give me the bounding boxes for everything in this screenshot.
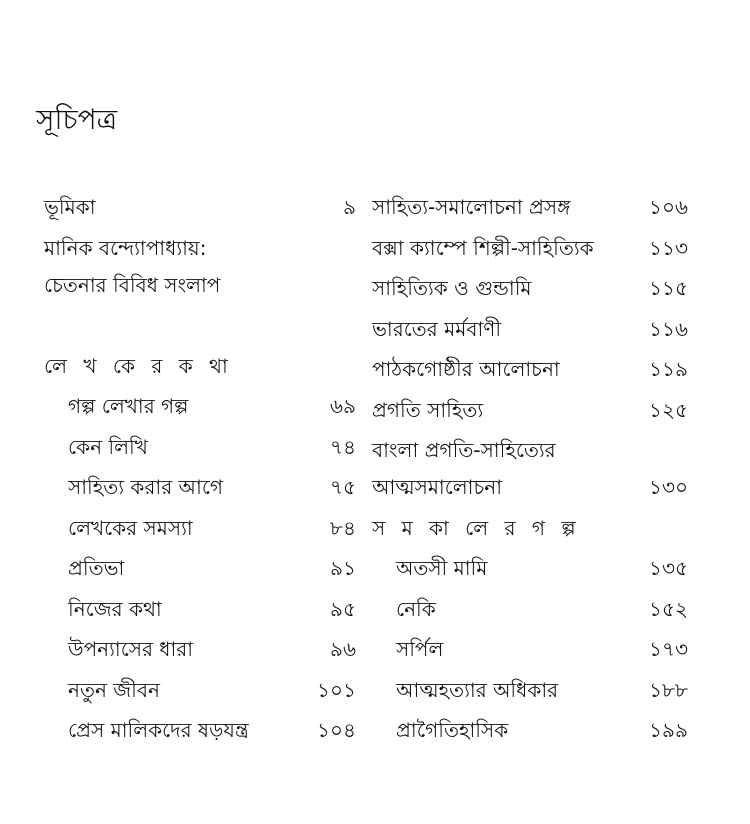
toc-entry-title: বাংলা প্রগতি-সাহিত্যের [372,438,556,462]
toc-entry-title: প্রগতি সাহিত্য [372,397,484,422]
toc-entry-page: ১০১ [317,677,356,702]
toc-entry-page: ১১৩ [649,235,688,260]
section-heading-text: লে খ কে র ক থা [44,353,233,378]
toc-entry-page: ৮৪ [330,515,356,540]
toc-entry-title: সাহিত্য-সমালোচনা প্রসঙ্গ [372,195,571,219]
toc-entry-page: ১৩০ [649,475,688,499]
toc-entry[interactable] [372,352,688,393]
toc-entry-title: সর্পিল [396,637,444,661]
toc-entry-title: নিজের কথা [68,596,162,621]
toc-entry[interactable] [372,551,688,592]
toc-entry-title: গল্প লেখার গল্প [68,394,189,418]
toc-entry-title: মানিক বন্দ্যোপাধ্যায়: [44,235,207,260]
toc-entry[interactable] [372,393,688,434]
toc-entry-page: ১৮৮ [649,677,688,702]
toc-entry[interactable] [372,271,688,312]
toc-entry-title: ভূমিকা [44,195,96,219]
toc-right-column [372,190,688,754]
toc-entry[interactable] [372,713,688,754]
toc-entry-page: ৯৬ [330,637,356,661]
toc-entry-page: ১১৬ [649,316,688,341]
toc-entry-page: ১০৪ [317,718,356,742]
toc-entry[interactable] [372,433,688,470]
toc-entry-title: নেকি [396,596,436,621]
toc-entry-title: ভারতের মর্মবাণী [372,316,502,341]
toc-left-column [44,190,356,754]
toc-entry-continuation[interactable] [372,470,688,511]
toc-entry[interactable] [44,673,356,714]
toc-entry-title: বক্সা ক্যাম্পে শিল্পী-সাহিত্যিক [372,235,594,260]
toc-entry-continuation [44,268,356,309]
toc-entry[interactable] [44,551,356,592]
toc-entry-page: ১৫২ [649,596,688,621]
toc-entry[interactable] [44,713,356,754]
toc-entry-title: সাহিত্যিক ও গুন্ডামি [372,276,532,300]
toc-entry-title: নতুন জীবন [68,677,160,702]
toc-entry[interactable] [44,632,356,673]
toc-entry[interactable] [372,231,688,272]
page-title: সূচিপত্র [36,103,118,136]
toc-entry-page: ৬৯ [330,394,356,418]
toc-entry[interactable] [372,632,688,673]
toc-entry[interactable] [44,511,356,552]
toc-entry-title: কেন লিখি [68,434,148,459]
toc-entry[interactable] [372,673,688,714]
toc-entry-title: সাহিত্য করার আগে [68,475,224,499]
toc-entry-page: ১৩৫ [649,556,688,580]
toc-entry-title: চেতনার বিবিধ সংলাপ [44,272,221,297]
toc-entry-page: ৯৫ [330,596,356,621]
toc-entry-page: ১১৫ [649,276,688,300]
toc-entry-page: ১০৬ [649,195,688,219]
toc-entry-title: আত্মসমালোচনা [372,475,502,499]
toc-entry-title: আত্মহত্যার অধিকার [396,677,559,702]
toc-entry-page: ৯ [343,195,356,219]
toc-entry-title: উপন্যাসের ধারা [68,637,194,661]
toc-entry-page: ১১৯ [649,357,688,381]
toc-entry[interactable] [44,592,356,633]
toc-entry-page: ৭৪ [330,434,356,459]
toc-entry[interactable] [44,231,356,268]
section-heading [372,511,688,552]
toc-entry-page: ৭৫ [330,475,356,499]
toc-entry-page: ১২৫ [649,397,688,422]
toc-entry[interactable] [44,430,356,471]
section-heading-text: স ম কা লে র গ ল্প [372,515,581,540]
toc-entry-page: ১৭৩ [649,637,688,661]
toc-entry[interactable] [372,312,688,353]
toc-entry[interactable] [44,190,356,231]
toc-entry[interactable] [372,190,688,231]
toc-entry-title: অতসী মামি [396,556,488,580]
toc-entry-title: প্রাগৈতিহাসিক [396,718,509,742]
toc-entry-title: লেখকের সমস্যা [68,515,193,540]
toc-entry-title: পাঠকগোষ্ঠীর আলোচনা [372,357,560,381]
toc-entry[interactable] [44,470,356,511]
spacer [44,308,356,349]
toc-entry-page: ১৯৯ [649,718,688,742]
section-heading [44,349,356,390]
toc-entry[interactable] [372,592,688,633]
toc-entry-title: প্রতিভা [68,556,125,580]
toc-entry-page: ৯১ [330,556,356,580]
toc-entry-title: প্রেস মালিকদের ষড়যন্ত্র [68,718,249,742]
toc-entry[interactable] [44,389,356,430]
